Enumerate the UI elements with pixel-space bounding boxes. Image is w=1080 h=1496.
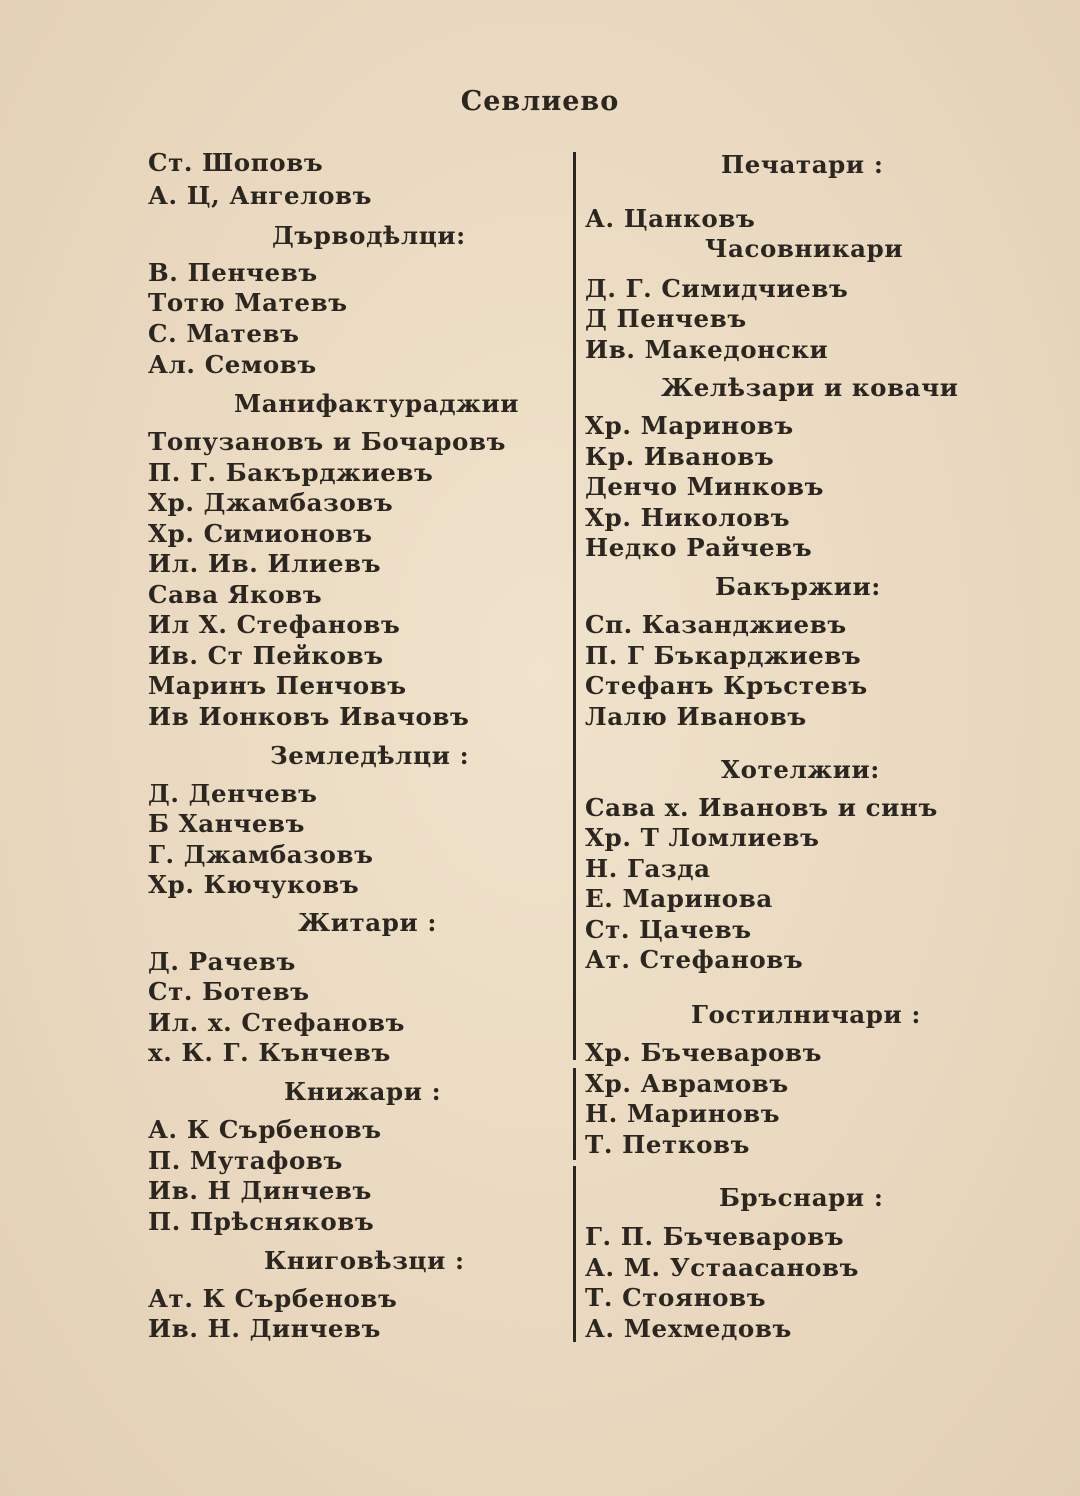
- list-item: А. Ц, Ангеловъ: [148, 181, 373, 210]
- section-heading: Дърводѣлци:: [272, 221, 466, 250]
- list-item: А. М. Устаасановъ: [585, 1253, 860, 1282]
- list-item: П. Прѣсняковъ: [148, 1207, 375, 1236]
- list-item: Кр. Ивановъ: [585, 442, 775, 471]
- list-item: Ат. Стефановъ: [585, 945, 804, 974]
- section-heading: Манифактураджии: [234, 389, 520, 418]
- list-item: Ил. х. Стефановъ: [148, 1008, 406, 1037]
- section-heading: Гостилничари :: [691, 1000, 921, 1029]
- section-heading: Житари :: [298, 908, 438, 937]
- list-item: Ив Ионковъ Ивачовъ: [148, 702, 470, 731]
- section-heading: Часовникари: [705, 234, 904, 263]
- list-item: Стефанъ Кръстевъ: [585, 671, 868, 700]
- list-item: Н. Газда: [585, 854, 711, 883]
- list-item: Топузановъ и Бочаровъ: [148, 427, 506, 456]
- list-item: Хр. Кючуковъ: [148, 870, 360, 899]
- list-item: Ал. Семовъ: [148, 350, 317, 379]
- section-heading: Желѣзари и ковачи: [661, 373, 959, 402]
- section-heading: Хотелжии:: [721, 755, 880, 784]
- list-item: Г. П. Бъчеваровъ: [585, 1222, 845, 1251]
- list-item: Сп. Казанджиевъ: [585, 610, 847, 639]
- section-heading: Бакържии:: [715, 572, 881, 601]
- list-item: Т. Стояновъ: [585, 1283, 767, 1312]
- list-item: Ст. Цачевъ: [585, 915, 752, 944]
- list-item: Т. Петковъ: [585, 1130, 751, 1159]
- list-item: Ил Х. Стефановъ: [148, 610, 401, 639]
- list-item: Ст. Ботевъ: [148, 977, 310, 1006]
- list-item: Д Пенчевъ: [585, 304, 747, 333]
- column-divider: [573, 1166, 576, 1342]
- list-item: Н. Мариновъ: [585, 1099, 781, 1128]
- list-item: Хр. Бъчеваровъ: [585, 1038, 823, 1067]
- list-item: Ст. Шоповъ: [148, 148, 324, 177]
- list-item: Хр. Джамбазовъ: [148, 488, 394, 517]
- column-divider: [573, 152, 576, 772]
- list-item: Хр. Аврамовъ: [585, 1069, 789, 1098]
- section-heading: Книжари :: [284, 1077, 442, 1106]
- list-item: Е. Маринова: [585, 884, 773, 913]
- list-item: Б Ханчевъ: [148, 809, 306, 838]
- list-item: Д. Денчевъ: [148, 779, 318, 808]
- list-item: Тотю Матевъ: [148, 288, 348, 317]
- list-item: С. Матевъ: [148, 319, 300, 348]
- column-divider: [573, 1068, 576, 1160]
- list-item: х. К. Г. Кънчевъ: [148, 1038, 391, 1067]
- list-item: П. Г. Бакърджиевъ: [148, 458, 434, 487]
- list-item: Сава х. Ивановъ и синъ: [585, 793, 938, 822]
- list-item: Ат. К Сърбеновъ: [148, 1284, 398, 1313]
- section-heading: Книговѣзци :: [264, 1246, 465, 1275]
- section-heading: Печатари :: [721, 150, 884, 179]
- list-item: А. Цанковъ: [585, 204, 756, 233]
- list-item: Хр. Симионовъ: [148, 519, 373, 548]
- list-item: А. Мехмедовъ: [585, 1314, 792, 1343]
- list-item: Ив. Македонски: [585, 335, 829, 364]
- list-item: П. Г Бъкарджиевъ: [585, 641, 862, 670]
- list-item: Д. Рачевъ: [148, 947, 296, 976]
- list-item: Недко Райчевъ: [585, 533, 813, 562]
- list-item: Ив. Н. Динчевъ: [148, 1314, 382, 1343]
- list-item: Хр. Николовъ: [585, 503, 791, 532]
- list-item: Д. Г. Симидчиевъ: [585, 274, 849, 303]
- list-item: Ив. Ст Пейковъ: [148, 641, 384, 670]
- list-item: Ив. Н Динчевъ: [148, 1176, 372, 1205]
- list-item: Маринъ Пенчовъ: [148, 671, 407, 700]
- list-item: А. К Сърбеновъ: [148, 1115, 382, 1144]
- list-item: П. Мутафовъ: [148, 1146, 343, 1175]
- list-item: Ил. Ив. Илиевъ: [148, 549, 382, 578]
- section-heading: Земледѣлци :: [270, 741, 470, 770]
- column-divider: [573, 770, 576, 1060]
- list-item: Г. Джамбазовъ: [148, 840, 374, 869]
- list-item: В. Пенчевъ: [148, 258, 318, 287]
- list-item: Лалю Ивановъ: [585, 702, 807, 731]
- list-item: Денчо Минковъ: [585, 472, 824, 501]
- page-title: Севлиево: [460, 86, 620, 117]
- list-item: Хр. Мариновъ: [585, 411, 794, 440]
- list-item: Сава Яковъ: [148, 580, 323, 609]
- section-heading: Бръснари :: [719, 1183, 884, 1212]
- list-item: Хр. Т Ломлиевъ: [585, 823, 820, 852]
